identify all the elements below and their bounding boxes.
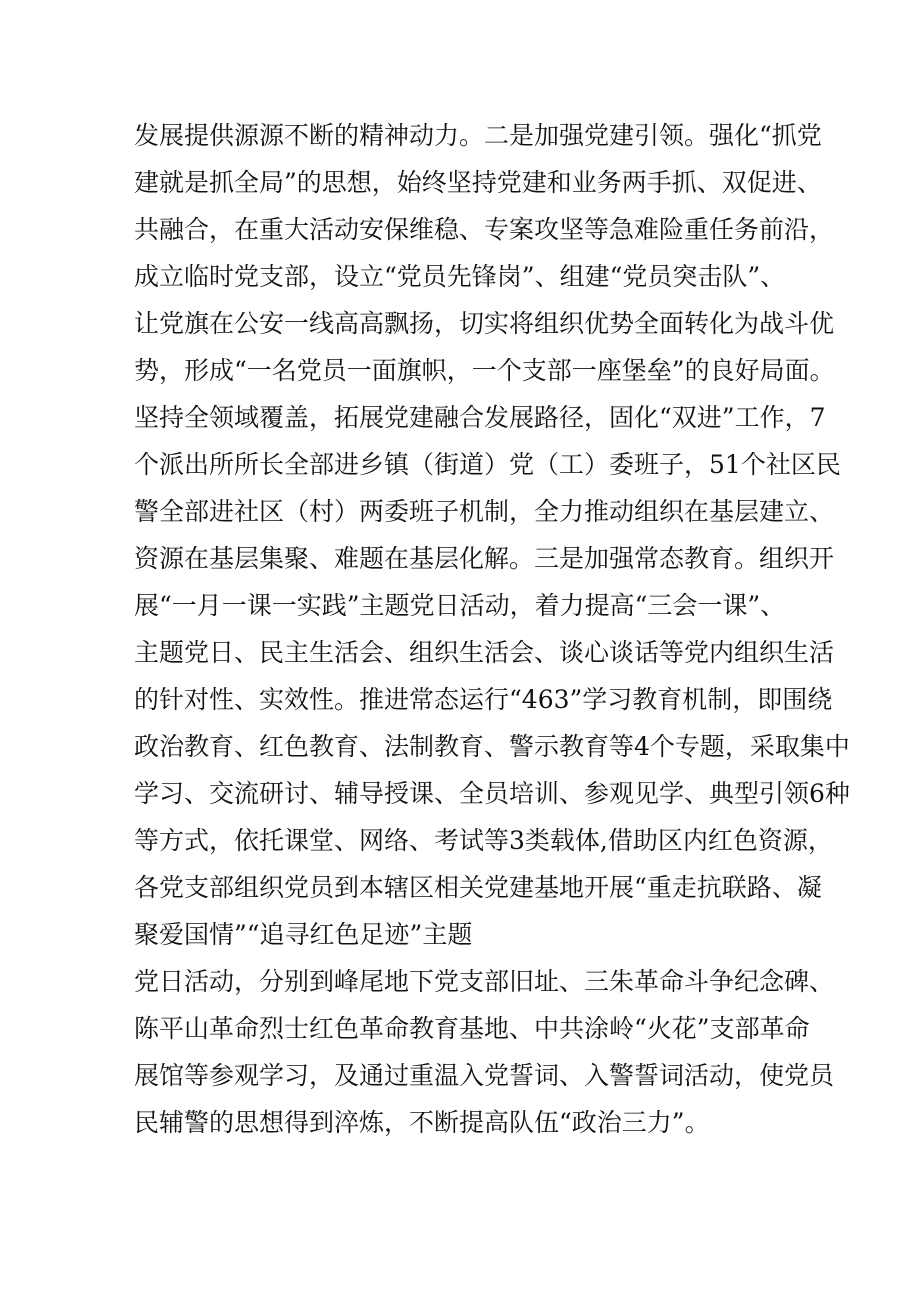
text-line: 发展提供源源不断的精神动力。二是加强党建引领。强化“抓党 <box>134 121 822 150</box>
text-line: 坚持全领域覆盖，拓展党建融合发展路径，固化“双进”工作，7 <box>134 403 826 432</box>
body-text <box>134 112 850 1146</box>
text-line: 成立临时党支部，设立“党员先锋岗”、组建“党员突击队”、 <box>134 262 786 291</box>
text-line: 资源在基层集聚、难题在基层化解。三是加强常态教育。组织开 <box>134 544 835 573</box>
text-line: 陈平山革命烈士红色革命教育基地、中共涂岭“火花”支部革命 <box>134 1014 810 1043</box>
text-line: 展馆等参观学习，及通过重温入党誓词、入警誓词活动，使党员 <box>134 1061 835 1090</box>
text-line: 展“一月一课一实践”主题党日活动，着力提高“三会一课”、 <box>134 591 786 620</box>
text-line: 学习、交流研讨、辅导授课、全员培训、参观见学、典型引领6种 <box>134 779 850 808</box>
text-line: 等方式，依托课堂、网络、考试等3类载体,借助区内红色资源， <box>134 826 833 855</box>
text-line: 民辅警的思想得到淬炼，不断提高队伍“政治三力”。 <box>134 1108 710 1137</box>
text-line: 个派出所所长全部进乡镇（街道）党（工）委班子，51个社区民 <box>134 450 841 479</box>
text-line: 建就是抓全局”的思想，始终坚持党建和业务两手抓、双促进、 <box>134 168 822 197</box>
text-line: 政治教育、红色教育、法制教育、警示教育等4个专题，采取集中 <box>134 732 850 761</box>
text-line: 主题党日、民主生活会、组织生活会、谈心谈话等党内组织生活 <box>134 638 835 667</box>
text-line: 党日活动，分别到峰尾地下党支部旧址、三朱革命斗争纪念碑、 <box>134 967 835 996</box>
text-line: 的针对性、实效性。推进常态运行“463”学习教育机制，即围绕 <box>134 685 833 714</box>
text-line: 让党旗在公安一线高高飘扬，切实将组织优势全面转化为战斗优 <box>134 309 835 338</box>
text-line: 势，形成“一名党员一面旗帜，一个支部一座堡垒”的良好局面。 <box>134 356 835 385</box>
text-line: 聚爱国情”“追寻红色足迹”主题 <box>134 920 473 949</box>
text-line: 共融合，在重大活动安保维稳、专案攻坚等急难险重任务前沿， <box>134 215 835 244</box>
text-line: 各党支部组织党员到本辖区相关党建基地开展“重走抗联路、凝 <box>134 873 822 902</box>
text-line: 警全部进社区（村）两委班子机制，全力推动组织在基层建立、 <box>134 497 835 526</box>
